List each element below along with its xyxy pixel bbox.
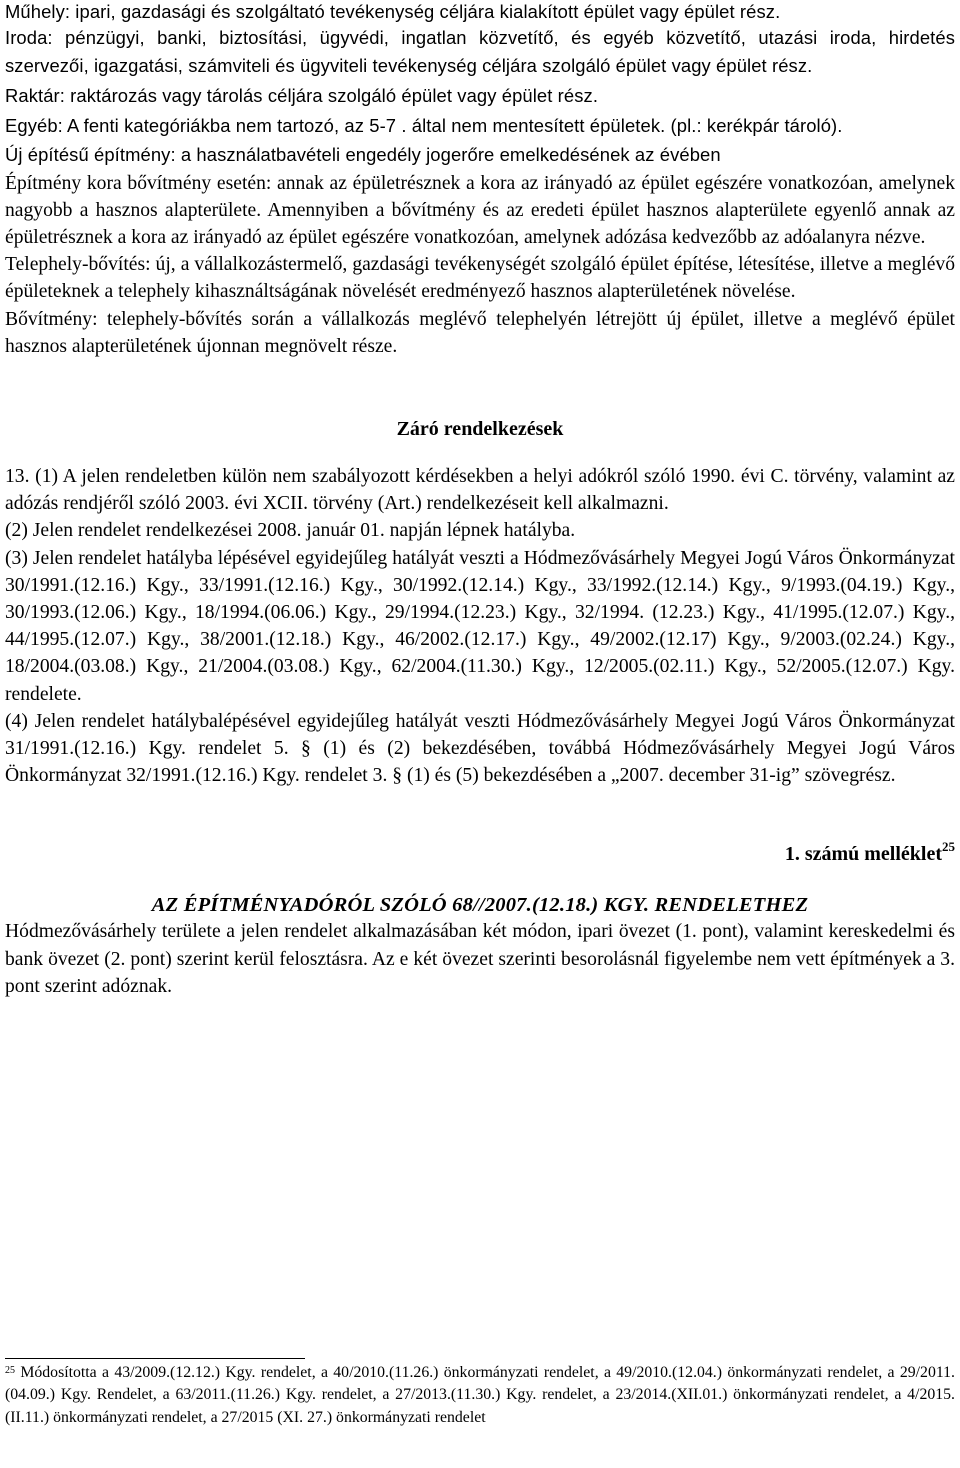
annex-title: AZ ÉPÍTMÉNYADÓRÓL SZÓLÓ 68//2007.(12.18.) KGY. RENDELETHEZ (151, 894, 809, 917)
definition-epitmeny-kora: Építmény kora bővítmény esetén: annak az épületrésznek a kora az irányadó az épület egészére vonatkozóan, amelynek nagyobb a hasznos alapterülete. Amennyiben a bővítmény és az eredeti épület hasznos alapterülete egyenlő annak az épületrésznek a kora az irányadó az épület egészére vonatkozóan, amelynek adózása kedvezőbb az adóalanyra nézve. (5, 172, 955, 248)
definition-uj-epitesu: Új építésű építmény: a használatbavételi engedély jogerőre emelkedésének az évében (5, 144, 721, 165)
annex-footnote-ref: 25 (942, 839, 955, 855)
footnote (5, 1362, 955, 1429)
closing-paragraph-4: (4) Jelen rendelet hatálybalépésével egyidejűleg hatályát veszti Hódmezővásárhely Megyei Jogú Város Önkormányzat 31/1991.(12.16.) Kgy. rendelet 5. § (1) és (2) bekezdésében, továbbá Hódmezővásárhely Megyei Jogú Város Önkormányzat 32/1991.(12.16.) Kgy. rendelet 3. § (1) és (5) bekezdésében a „2007. december 31-ig” szövegrész. (5, 710, 955, 787)
footnote-text: Módosította a 43/2009.(12.12.) Kgy. rendelet, a 40/2010.(11.26.) önkormányzati rendelet, a 49/2010.(12.04.) önkormányzati rendelet, a 29/2011.(04.09.) Kgy. Rendelet, a 63/2011.(11.26.) Kgy. rendelet, a 27/2013.(11.30.) Kgy. rendelet, a 23/2014.(XII.01.) önkormányzati rendelet, a 4/2015.(II.11.) önkormányzati rendelet, a 27/2015 (XI. 27.) önkormányzati rendelet (5, 1364, 956, 1426)
definition-telephely-bovites: Telephely-bővítés: új, a vállalkozástermelő, gazdasági tevékenységét szolgáló épület építése, létesítése, illetve a meglévő épületeknek a telephely kihasználtságának növelését eredményező hasznos alapterületének növelése. (5, 254, 955, 303)
footnote-divider (5, 1358, 305, 1359)
definition-muhely: Műhely: ipari, gazdasági és szolgáltató tevékenység céljára kialakított épület vagy épület rész. (5, 1, 781, 22)
footnote-number: 25 (5, 1365, 15, 1376)
closing-heading: Záró rendelkezések (396, 417, 564, 440)
definition-egyeb: Egyéb: A fenti kategóriákba nem tartozó, az 5-7 . által nem mentesített épületek. (pl.: kerékpár tároló). (5, 114, 843, 136)
closing-paragraph-1: 13. (1) A jelen rendeletben külön nem szabályozott kérdésekben a helyi adókról szóló 1990. évi C. törvény, valamint az adózás rendjéről szóló 2003. évi XCII. törvény (Art.) rendelkezéseit kell alkalmazni. (5, 465, 955, 515)
definition-bovitmeny: Bővítmény: telephely-bővítés során a vállalkozás meglévő telephelyén létrejött új épület, illetve a meglévő épület hasznos alapterületének újonnan megnövelt része. (5, 308, 955, 357)
closing-paragraph-3: (3) Jelen rendelet hatályba lépésével egyidejűleg hatályát veszti a Hódmezővásárhely Megyei Jogú Város Önkormányzat 30/1991.(12.16.) Kgy., 33/1991.(12.16.) Kgy., 30/1992.(12.14.) Kgy., 33/1992.(12.14.) Kgy., 9/1993.(04.19.) Kgy., 30/1993.(12.06.) Kgy., 18/1994.(06.06.) Kgy., 29/1994.(12.23.) Kgy., 32/1994. (12.23.) Kgy., 41/1995.(12.07.) Kgy., 44/1995.(12.07.) Kgy., 38/2001.(12.18.) Kgy., 46/2002.(12.17.) Kgy., 49/2002.(12.17) Kgy., 9/2003.(02.24.) Kgy., 18/2004.(03.08.) Kgy., 21/2004.(03.08.) Kgy., 62/2004.(11.30.) Kgy., 12/2005.(02.11.) Kgy., 52/2005.(12.07.) Kgy. rendelete. (5, 547, 955, 705)
document-page (5, 0, 955, 1000)
definition-raktar: Raktár: raktározás vagy tárolás céljára szolgáló épület vagy épület rész. (5, 85, 599, 106)
definition-iroda: Iroda: pénzügyi, banki, biztosítási, ügyvédi, ingatlan közvetítő, és egyéb közvetítő, utazási iroda, hirdetés szervezői, igazgatási, számviteli és ügyviteli tevékenység céljára szolgáló épület vagy épület rész. (5, 27, 955, 76)
annex-label-text: 1. számú melléklet (784, 843, 942, 866)
annex-label (5, 839, 955, 866)
annex-body: Hódmezővásárhely területe a jelen rendelet alkalmazásában két módon, ipari övezet (1. pont), valamint kereskedelmi és bank övezet (2. pont) szerint kerül felosztásra. Az e két övezet szerinti besorolásnál figyelembe nem vett építmények a 3. pont szerint adóznak. (5, 921, 955, 997)
closing-paragraph-2: (2) Jelen rendelet rendelkezései 2008. január 01. napján lépnek hatályba. (5, 520, 576, 542)
